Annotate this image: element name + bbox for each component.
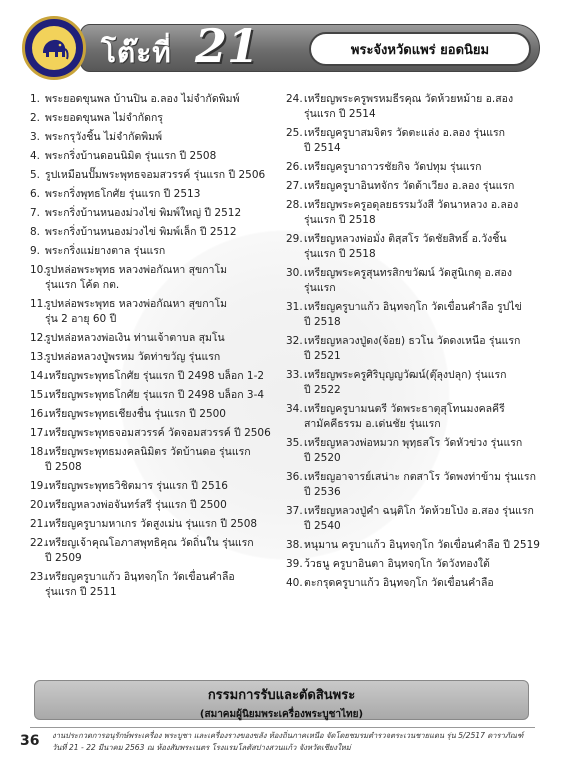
list-item [286, 92, 544, 122]
list-item [286, 538, 544, 553]
item-number: 34. [286, 403, 303, 415]
list-item [30, 187, 286, 202]
item-text [304, 538, 544, 553]
item-text-line: เหรียญอาจารย์เสน่าะ กตสาโร วัดพงท่าข้าม รุ่นแรก [304, 471, 536, 483]
item-text-line: ปี 2522 [304, 384, 341, 396]
item-number: 8. [30, 226, 41, 238]
association-logo [22, 16, 86, 80]
list-item [30, 130, 286, 145]
item-text-line: พระกริ่งพุทธโกศัย รุ่นแรก ปี 2513 [45, 188, 201, 200]
item-list-right [286, 92, 544, 595]
category-title: พระจังหวัดแพร่ ยอดนิยม [309, 32, 531, 66]
list-item [286, 160, 544, 175]
list-item [286, 126, 544, 156]
item-text [304, 576, 544, 591]
list-item [286, 576, 544, 591]
item-text-line: เหรียญพระพุทธวิชิตมาร รุ่นแรก ปี 2516 [45, 480, 228, 492]
item-text-line: เหรียญพระพุทธมงคลนิมิตร วัดบ้านดอ รุ่นแรก [45, 446, 251, 458]
judging-committee-box [34, 680, 529, 720]
item-text-line: เหรียญเจ้าคุณโอภาสพุทธิคุณ วัดถิ่นใน รุ่นแรก [45, 537, 254, 549]
list-item [30, 536, 286, 566]
item-text [45, 168, 286, 183]
table-number: 21 [195, 19, 260, 73]
list-item [30, 168, 286, 183]
item-number: 1. [30, 93, 41, 105]
item-text-line: เหรียญหลวงพ่อมั่ง ติสฺสโร วัดชัยสิทธิ์ อ.วังชิ้น [304, 233, 507, 245]
page-number: 36 [20, 733, 40, 749]
item-text-line: เหรียญพระพุทธจอมสวรรค์ วัดจอมสวรรค์ ปี 2506 [45, 427, 271, 439]
item-number: 16. [30, 408, 47, 420]
item-text-line: ปี 2514 [304, 142, 341, 154]
list-item [286, 436, 544, 466]
committee-title: กรรมการรับและตัดสินพระ [207, 688, 356, 703]
item-number: 14. [30, 370, 47, 382]
item-text-line: ปี 2518 [304, 316, 341, 328]
item-text-line: พระกริ่งแม่ยางตาล รุ่นแรก [45, 245, 166, 257]
item-text-line: เหรียญหลวงปู่คำ ฉนฺติโก วัดห้วยโป่ง อ.สอง รุ่นแรก [304, 505, 534, 517]
item-text-line: รูปหล่อพระพุทธ หลวงพ่อกัณหา สุขกาโม [45, 298, 228, 310]
item-number: 7. [30, 207, 41, 219]
list-item [286, 179, 544, 194]
event-info-line-2: วันที่ 21 - 22 มีนาคม 2563 ณ ห้องสัมพระเนตร โรงแรมโลตัสปางสวนแก้ว จังหวัดเชียงใหม่ [52, 743, 351, 752]
item-number: 9. [30, 245, 41, 257]
item-text-line: เหรียญพระครูศิริบุญญวัฒน์(ตุ๊ลุงปลุก) รุ่นแรก [304, 369, 507, 381]
item-number: 18. [30, 446, 47, 458]
item-text [45, 426, 286, 441]
item-number: 30. [286, 267, 303, 279]
item-text [45, 206, 286, 221]
item-text [45, 244, 286, 259]
item-number: 21. [30, 518, 47, 530]
item-number: 29. [286, 233, 303, 245]
list-item [30, 206, 286, 221]
list-item [286, 402, 544, 432]
item-text-line: เหรียญครูบาแก้ว อินฺทจกฺโก วัดเขื่อนคำลือ รูปไข่ [304, 301, 522, 313]
item-text [304, 92, 544, 122]
item-text [45, 369, 286, 384]
item-number: 3. [30, 131, 41, 143]
item-text-line: ปี 2520 [304, 452, 341, 464]
item-number: 31. [286, 301, 303, 313]
item-number: 4. [30, 150, 41, 162]
item-text-line: เหรียญหลวงพ่อจันทร์สรี รุ่นแรก ปี 2500 [45, 499, 227, 511]
item-text-line: พระกริ่งบ้านหนองม่วงไข่ พิมพ์ใหญ่ ปี 2512 [45, 207, 242, 219]
item-number: 35. [286, 437, 303, 449]
item-text-line: เหรียญพระพุทธโกศัย รุ่นแรก ปี 2498 บล็อก 3-4 [45, 389, 265, 401]
list-item [286, 334, 544, 364]
list-item [286, 557, 544, 572]
list-item [286, 266, 544, 296]
item-text [304, 266, 544, 296]
event-info [52, 730, 540, 754]
item-text [45, 111, 286, 126]
list-item [30, 388, 286, 403]
item-number: 39. [286, 558, 303, 570]
item-number: 37. [286, 505, 303, 517]
item-number: 25. [286, 127, 303, 139]
item-text-line: เหรียญครูบาอินทจักร วัดต้าเวียง อ.ลอง รุ่นแรก [304, 180, 515, 192]
item-text [304, 504, 544, 534]
title-band [80, 19, 540, 73]
item-number: 36. [286, 471, 303, 483]
list-item [30, 331, 286, 346]
item-text-line: พระยอดขุนพล ไม่จำกัดกรุ [45, 112, 163, 124]
item-text-line: ว้วธนู ครูบาอินตา อินฺทจกฺโก วัดวังทองใต้ [304, 558, 490, 570]
item-number: 38. [286, 539, 303, 551]
item-text-line: พระกริ่งบ้านหนองม่วงไข่ พิมพ์เล็ก ปี 2512 [45, 226, 237, 238]
list-item [30, 570, 286, 600]
event-info-line-1: งานประกวดการอนุรักษ์พระเครื่อง พระบูชา และเครื่องรางของขลัง ท้องถิ่นภาคเหนือ จัดโดยชมรมตำรวจตระเวนชายแดน รุ่น 5/2517 ดาราภัณฑ์ [52, 731, 524, 740]
list-item [30, 297, 286, 327]
list-item [30, 111, 286, 126]
item-text [304, 557, 544, 572]
item-number: 24. [286, 93, 303, 105]
item-number: 32. [286, 335, 303, 347]
item-text [45, 92, 286, 107]
item-number: 33. [286, 369, 303, 381]
item-text [45, 263, 286, 293]
list-item [286, 504, 544, 534]
item-number: 15. [30, 389, 47, 401]
list-item [286, 232, 544, 262]
page-header [22, 16, 540, 80]
item-text-line: ปี 2508 [45, 461, 82, 473]
item-text-line: ปี 2540 [304, 520, 341, 532]
item-number: 26. [286, 161, 303, 173]
item-text-line: รุ่นแรก ปี 2518 [304, 248, 376, 260]
item-text [45, 350, 286, 365]
item-text-line: เหรียญหลวงพ่อหมวก พุทฺธสโร วัดหัวข่วง รุ่นแรก [304, 437, 523, 449]
list-item [286, 470, 544, 500]
item-number: 10. [30, 264, 47, 276]
item-text-line: ปี 2536 [304, 486, 341, 498]
table-title-word: โต๊ะที่ [101, 36, 172, 69]
item-text [45, 407, 286, 422]
item-text-line: เหรียญครูบาแก้ว อินฺทจกฺโก วัดเขื่อนคำลือ [45, 571, 235, 583]
item-text-line: เหรียญพระครูพรหมธีรคุณ วัดห้วยหม้าย อ.สอง [304, 93, 514, 105]
item-text [304, 300, 544, 330]
footer-divider [30, 727, 535, 728]
item-text-line: รุ่นแรก ปี 2514 [304, 108, 376, 120]
list-item [286, 368, 544, 398]
list-item [30, 517, 286, 532]
item-text-line: หนุมาน ครูบาแก้ว อินฺทจกฺโก วัดเขื่อนคำลือ ปี 2519 [304, 539, 540, 551]
item-text-line: พระกริ่งบ้านดอนนิมิต รุ่นแรก ปี 2508 [45, 150, 217, 162]
item-text [304, 402, 544, 432]
item-text [45, 225, 286, 240]
item-number: 22. [30, 537, 47, 549]
item-number: 20. [30, 499, 47, 511]
item-number: 6. [30, 188, 41, 200]
item-text-line: รูปหล่อพระพุทธ หลวงพ่อกัณหา สุขกาโม [45, 264, 228, 276]
item-number: 23. [30, 571, 47, 583]
item-text-line: รูปเหมือนปั๊มพระพุทธจอมสวรรค์ รุ่นแรก ปี 2506 [45, 169, 266, 181]
item-text [45, 570, 286, 600]
item-number: 17. [30, 427, 47, 439]
item-number: 13. [30, 351, 47, 363]
list-item [30, 479, 286, 494]
item-text [45, 479, 286, 494]
item-text-line: เหรียญครูบามหาเกร วัดสูงเม่น รุ่นแรก ปี 2508 [45, 518, 258, 530]
item-text [304, 126, 544, 156]
item-text-line: รุ่นแรก โค้ด กต. [45, 279, 120, 291]
list-item [286, 198, 544, 228]
item-text-line: เหรียญพระพุทธโกศัย รุ่นแรก ปี 2498 บล็อก 1-2 [45, 370, 265, 382]
item-text-line: ตะกรุดครูบาแก้ว อินฺทจกฺโก วัดเขื่อนคำลือ [304, 577, 494, 589]
item-text [304, 470, 544, 500]
item-text [304, 160, 544, 175]
item-number: 12. [30, 332, 47, 344]
item-text-line: เหรียญหลวงปู่ดง(จ้อย) ธวโน วัดดงเหนือ รุ่นแรก [304, 335, 521, 347]
item-text [304, 232, 544, 262]
item-text-line: รูปหล่อหลวงปู่พรหม วัดท่าขวัญ รุ่นแรก [45, 351, 221, 363]
item-text-line: รุ่นแรก [304, 282, 336, 294]
list-item [30, 350, 286, 365]
item-number: 5. [30, 169, 41, 181]
item-text-line: ปี 2509 [45, 552, 82, 564]
item-text [45, 498, 286, 513]
item-text [304, 334, 544, 364]
list-item [30, 263, 286, 293]
item-text-line: เหรียญครูบามนตรี วัดพระธาตุสุโทนมงคลคีรี [304, 403, 505, 415]
list-item [30, 244, 286, 259]
item-text-line: รุ่นแรก ปี 2518 [304, 214, 376, 226]
list-item [30, 426, 286, 441]
item-text [45, 536, 286, 566]
item-text-line: เหรียญพระพุทธเชียงชื่น รุ่นแรก ปี 2500 [45, 408, 226, 420]
item-text-line: พระกรุวังชิ้น ไม่จำกัดพิมพ์ [45, 131, 163, 143]
item-text [45, 187, 286, 202]
item-text-line: รูปหล่อหลวงพ่อเงิน ท่านเจ้าตาบล สุมโน [45, 332, 225, 344]
item-text [304, 368, 544, 398]
item-text [45, 149, 286, 164]
item-text-line: สามัคคีธรรม อ.เด่นชัย รุ่นแรก [304, 418, 441, 430]
item-text-line: พระยอดขุนพล บ้านปิน อ.ลอง ไม่จำกัดพิมพ์ [45, 93, 240, 105]
item-text [45, 445, 286, 475]
list-item [30, 369, 286, 384]
item-text [45, 297, 286, 327]
item-text-line: เหรียญพระครูอดุลยธรรมวังสี วัดนาหลวง อ.ลอง [304, 199, 519, 211]
item-number: 19. [30, 480, 47, 492]
list-item [286, 300, 544, 330]
committee-association: (สมาคมผู้นิยมพระเครื่องพระบูชาไทย) [199, 709, 364, 720]
item-text-line: เหรียญพระครูสุนทรสิกขวัฒน์ วัดสูนิเกตุ อ.สอง [304, 267, 512, 279]
list-item [30, 149, 286, 164]
list-item [30, 498, 286, 513]
item-number: 27. [286, 180, 303, 192]
item-text-line: รุ่น 2 อายุ 60 ปี [45, 313, 117, 325]
item-text [45, 388, 286, 403]
item-text [304, 436, 544, 466]
item-number: 2. [30, 112, 41, 124]
list-item [30, 92, 286, 107]
item-number: 28. [286, 199, 303, 211]
elephant-emblem-icon [32, 26, 76, 70]
item-text [304, 179, 544, 194]
list-item [30, 407, 286, 422]
item-text-line: ปี 2521 [304, 350, 341, 362]
item-number: 11. [30, 298, 47, 310]
item-text [45, 517, 286, 532]
item-text [45, 331, 286, 346]
list-item [30, 225, 286, 240]
item-text-line: รุ่นแรก ปี 2511 [45, 586, 117, 598]
list-item [30, 445, 286, 475]
item-text [45, 130, 286, 145]
item-text-line: เหรียญครูบาถาวรชัยกิจ วัดปทุม รุ่นแรก [304, 161, 482, 173]
item-text-line: เหรียญครูบาสมจิตร วัดตะแล่ง อ.ลอง รุ่นแรก [304, 127, 506, 139]
item-list-left [30, 92, 286, 604]
item-number: 40. [286, 577, 303, 589]
item-text [304, 198, 544, 228]
